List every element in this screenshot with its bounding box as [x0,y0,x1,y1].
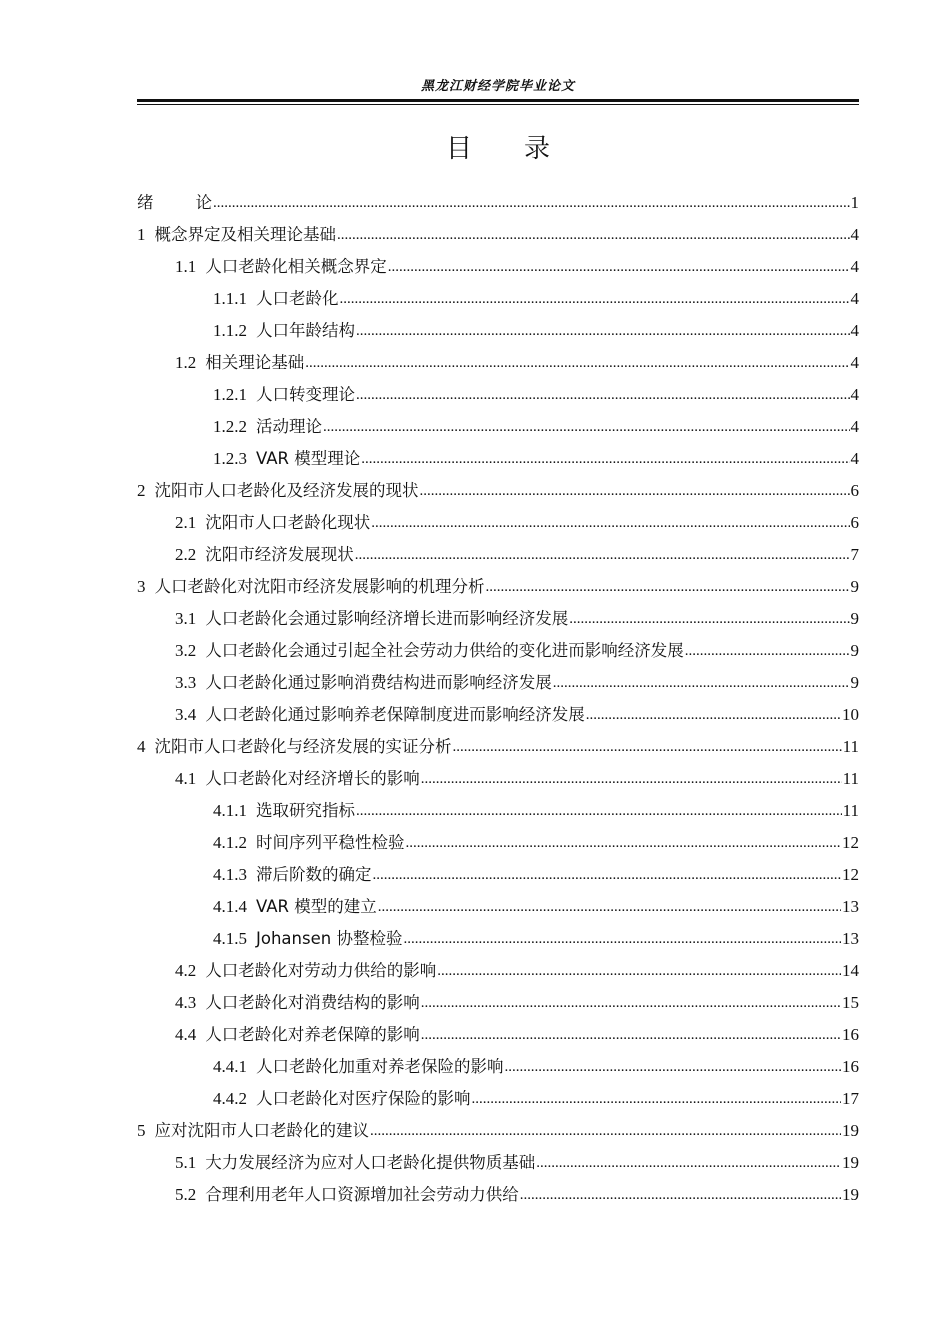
toc-entry-title: 相关理论基础 [205,353,305,372]
toc-entry[interactable] [137,379,859,411]
toc-entry[interactable] [137,603,859,635]
toc-entry-number: 3.1 [175,609,197,628]
toc-entry-page: 4 [850,321,859,340]
toc-entry-title: 滞后阶数的确定 [256,865,372,884]
toc-entry-page: 10 [842,705,859,724]
toc-entry-title: VAR 模型理论 [256,449,361,468]
toc-dot-leader [323,411,850,443]
toc-entry-title: 时间序列平稳性检验 [256,833,405,852]
toc-entry[interactable] [137,827,859,859]
toc-entry-number: 2.1 [175,513,197,532]
toc-entry-page: 6 [850,481,859,500]
toc-entry-page: 14 [842,961,859,980]
toc-dot-leader [536,1147,841,1179]
toc-entry[interactable] [137,763,859,795]
toc-entry[interactable] [137,539,859,571]
toc-entry[interactable] [137,731,859,763]
toc-dot-leader [370,1115,841,1147]
toc-dot-leader [505,1051,842,1083]
toc-entry[interactable] [137,283,859,315]
toc-entry[interactable] [137,1083,859,1115]
toc-entry[interactable] [137,635,859,667]
toc-entry-title: 人口老龄化对经济增长的影响 [205,769,420,788]
toc-dot-leader [553,667,850,699]
toc-entry-number: 4.4 [175,1025,197,1044]
toc-entry-number: 1.2.1 [213,385,247,404]
toc-entry-page: 13 [842,897,859,916]
toc-entry-number: 5.2 [175,1185,197,1204]
toc-dot-leader [569,603,849,635]
toc-entry-page: 19 [842,1185,859,1204]
toc-entry-title: 人口老龄化通过影响消费结构进而影响经济发展 [205,673,552,692]
toc-entry[interactable] [137,187,859,219]
toc-entry-title: 人口老龄化通过影响养老保障制度进而影响经济发展 [205,705,585,724]
toc-entry-page: 4 [850,353,859,372]
toc-dot-leader [421,1019,841,1051]
toc-entry[interactable] [137,859,859,891]
toc-entry-title: 应对沈阳市人口老龄化的建议 [154,1121,369,1140]
toc-entry-title: 沈阳市人口老龄化及经济发展的现状 [154,481,419,500]
toc-entry-page: 4 [850,385,859,404]
toc-entry-page: 4 [850,289,859,308]
toc-dot-leader [421,763,842,795]
toc-entry-number: 2 [137,481,146,500]
toc-dot-leader [520,1179,841,1211]
toc-entry[interactable] [137,347,859,379]
header-rule-thick [137,99,859,102]
toc-entry-number: 1.2.3 [213,449,247,468]
toc-dot-leader [378,891,841,923]
toc-entry-title: 沈阳市人口老龄化现状 [205,513,371,532]
toc-entry-page: 13 [842,929,859,948]
table-of-contents [137,187,859,1211]
toc-dot-leader [586,699,841,731]
toc-dot-leader [356,379,850,411]
toc-entry[interactable] [137,891,859,923]
toc-dot-leader [371,507,849,539]
toc-dot-leader [437,955,841,987]
toc-entry-page: 11 [842,769,859,788]
toc-entry-title: 选取研究指标 [256,801,355,820]
running-header: 黑龙江财经学院毕业论文 [420,79,575,94]
toc-entry-number: 1.1.1 [213,289,247,308]
toc-entry-title: VAR 模型的建立 [256,897,377,916]
toc-entry[interactable] [137,923,859,955]
toc-entry-title: 人口老龄化对养老保障的影响 [205,1025,420,1044]
toc-entry-page: 12 [842,865,859,884]
toc-entry[interactable] [137,987,859,1019]
toc-entry[interactable] [137,699,859,731]
toc-entry-title: 人口老龄化对沈阳市经济发展影响的机理分析 [154,577,485,596]
toc-entry-number: 1.2 [175,353,197,372]
toc-entry[interactable] [137,795,859,827]
toc-dot-leader [486,571,850,603]
toc-entry[interactable] [137,1147,859,1179]
toc-entry-page: 12 [842,833,859,852]
toc-dot-leader [361,443,849,475]
toc-entry-title: 人口老龄化会通过影响经济增长进而影响经济发展 [205,609,569,628]
toc-dot-leader [305,347,849,379]
toc-dot-leader [340,283,850,315]
toc-dot-leader [421,987,841,1019]
toc-entry-page: 15 [842,993,859,1012]
toc-entry[interactable] [137,315,859,347]
toc-entry[interactable] [137,1019,859,1051]
toc-entry-title: 人口老龄化对医疗保险的影响 [256,1089,471,1108]
toc-entry-number: 4 [137,737,146,756]
toc-entry-title: 人口老龄化会通过引起全社会劳动力供给的变化进而影响经济发展 [205,641,684,660]
toc-title: 目 录 [445,134,550,164]
toc-dot-leader [213,187,850,219]
toc-entry-title-part: 论 [195,193,212,212]
toc-entry-number: 4.1.3 [213,865,247,884]
toc-dot-leader [373,859,842,891]
toc-entry-number: 3.2 [175,641,197,660]
toc-entry-number: 4.1.4 [213,897,247,916]
toc-entry-page: 17 [842,1089,859,1108]
toc-dot-leader [472,1083,842,1115]
toc-dot-leader [453,731,842,763]
toc-dot-leader [403,923,841,955]
toc-entry[interactable] [137,667,859,699]
toc-dot-leader [388,251,850,283]
toc-entry-page: 19 [842,1121,859,1140]
toc-entry[interactable] [137,443,859,475]
toc-dot-leader [355,539,850,571]
toc-entry-number: 1 [137,225,146,244]
toc-entry-title: Johansen 协整检验 [256,929,403,948]
toc-entry-number: 4.1.1 [213,801,247,820]
toc-entry[interactable] [137,571,859,603]
toc-entry-page: 9 [850,577,859,596]
toc-dot-leader [337,219,850,251]
toc-entry-title: 大力发展经济为应对人口老龄化提供物质基础 [205,1153,536,1172]
toc-entry-page: 11 [842,737,859,756]
toc-entry-title: 沈阳市经济发展现状 [205,545,354,564]
toc-entry-number: 4.1.5 [213,929,247,948]
toc-entry[interactable] [137,475,859,507]
toc-entry-number: 3.3 [175,673,197,692]
toc-entry-page: 4 [850,225,859,244]
toc-entry[interactable] [137,251,859,283]
toc-entry-number: 5 [137,1121,146,1140]
toc-entry-page: 1 [850,193,859,212]
toc-entry-title: 人口老龄化相关概念界定 [205,257,387,276]
toc-entry-title [137,187,212,219]
toc-dot-leader [356,315,850,347]
toc-entry-number: 2.2 [175,545,197,564]
toc-entry-number: 4.1 [175,769,197,788]
toc-entry[interactable] [137,1179,859,1211]
toc-entry-page: 4 [850,257,859,276]
toc-entry-number: 4.1.2 [213,833,247,852]
toc-entry-title: 沈阳市人口老龄化与经济发展的实证分析 [154,737,452,756]
toc-entry-number: 1.2.2 [213,417,247,436]
toc-dot-leader [685,635,850,667]
toc-dot-leader [406,827,842,859]
toc-entry-number: 4.2 [175,961,197,980]
toc-entry-number: 4.4.1 [213,1057,247,1076]
toc-entry-page: 9 [850,673,859,692]
toc-entry-number: 1.1 [175,257,197,276]
toc-entry[interactable] [137,955,859,987]
toc-entry-title: 人口老龄化对劳动力供给的影响 [205,961,437,980]
toc-entry-title: 概念界定及相关理论基础 [154,225,336,244]
toc-entry-title: 活动理论 [256,417,322,436]
toc-dot-leader [356,795,842,827]
toc-entry[interactable] [137,1051,859,1083]
toc-entry-number: 5.1 [175,1153,197,1172]
toc-entry-title: 合理利用老年人口资源增加社会劳动力供给 [205,1185,519,1204]
toc-entry[interactable] [137,219,859,251]
toc-entry[interactable] [137,1115,859,1147]
toc-entry-page: 9 [850,641,859,660]
toc-entry-page: 16 [842,1025,859,1044]
header-rule-thin [137,104,859,105]
toc-entry-page: 4 [850,449,859,468]
toc-dot-leader [420,475,850,507]
toc-entry-title: 人口年龄结构 [256,321,355,340]
toc-entry-number: 3 [137,577,146,596]
toc-entry-number: 4.3 [175,993,197,1012]
toc-entry-page: 4 [850,417,859,436]
toc-entry-title: 人口老龄化加重对养老保险的影响 [256,1057,504,1076]
toc-entry-number: 1.1.2 [213,321,247,340]
toc-entry-title: 人口转变理论 [256,385,355,404]
toc-entry-page: 7 [850,545,859,564]
toc-entry-title: 人口老龄化对消费结构的影响 [205,993,420,1012]
toc-entry-title: 人口老龄化 [256,289,339,308]
toc-entry-number: 3.4 [175,705,197,724]
toc-entry-page: 6 [850,513,859,532]
toc-entry-number: 4.4.2 [213,1089,247,1108]
toc-entry-page: 11 [842,801,859,820]
toc-entry-page: 19 [842,1153,859,1172]
toc-entry-page: 16 [842,1057,859,1076]
toc-entry-title-part: 绪 [137,193,154,212]
toc-entry-page: 9 [850,609,859,628]
toc-entry[interactable] [137,411,859,443]
toc-entry[interactable] [137,507,859,539]
